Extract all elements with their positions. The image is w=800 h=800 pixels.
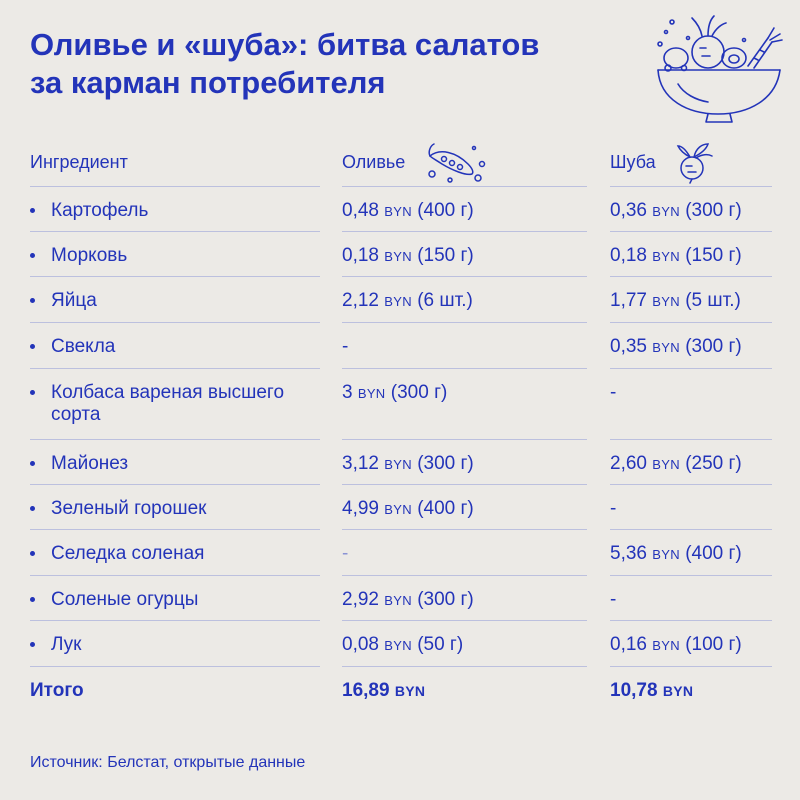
olivier-price-cell [342, 498, 474, 521]
currency-unit: BYN [652, 294, 680, 309]
olivier-price-cell [342, 543, 348, 565]
row-divider [30, 231, 320, 232]
row-divider [30, 276, 320, 277]
price-value: 0,48 [342, 200, 379, 221]
currency-unit: BYN [384, 249, 412, 264]
salad-bowl-icon [648, 14, 788, 126]
table-row [0, 529, 800, 575]
row-divider [30, 186, 320, 187]
ingredient-name: Лук [51, 634, 82, 655]
shuba-price-cell [610, 634, 742, 657]
bullet-icon [30, 597, 35, 602]
row-divider [610, 620, 772, 621]
bullet-icon [30, 390, 35, 395]
total-shuba-value: 10,78 [610, 680, 658, 701]
quantity: (150 г) [685, 245, 742, 266]
row-divider [342, 620, 587, 621]
table-row [0, 575, 800, 620]
shuba-price-cell [610, 498, 616, 520]
row-divider [342, 529, 587, 530]
currency-unit: BYN [384, 502, 412, 517]
olivier-price-cell [342, 453, 474, 476]
price-value: 3,12 [342, 453, 379, 474]
quantity: (100 г) [685, 634, 742, 655]
column-header-shuba: Шуба [610, 152, 656, 172]
row-divider [610, 186, 772, 187]
quantity: (400 г) [417, 498, 474, 519]
shuba-price-cell [610, 453, 742, 476]
ingredient-name: Яйца [51, 290, 97, 311]
ingredient-name: Селедка соленая [51, 543, 205, 564]
row-divider [610, 439, 772, 440]
row-divider [30, 575, 320, 576]
shuba-price-cell [610, 543, 742, 566]
currency-unit: BYN [357, 386, 386, 401]
row-divider [30, 368, 320, 369]
peas-pod-icon [426, 140, 488, 184]
shuba-price-cell [610, 290, 741, 313]
total-row [0, 670, 800, 714]
quantity: (5 шт.) [685, 290, 741, 311]
bullet-icon [30, 253, 35, 258]
currency-unit: BYN [384, 593, 412, 608]
price-value: 2,92 [342, 589, 379, 610]
table-row [0, 368, 800, 439]
quantity: (250 г) [685, 453, 742, 474]
bullet-icon [30, 461, 35, 466]
table-row [0, 186, 800, 231]
olivier-price-cell [342, 634, 463, 657]
shuba-price-cell [610, 200, 742, 223]
olivier-price-cell [342, 290, 473, 313]
quantity: (300 г) [390, 382, 448, 403]
quantity: (150 г) [417, 245, 474, 266]
row-divider [610, 575, 772, 576]
title-line-2: за карман потребителя [30, 65, 386, 100]
row-divider [342, 666, 587, 667]
currency-unit: BYN [652, 249, 680, 264]
row-divider [342, 575, 587, 576]
column-header-olivier: Оливье [342, 152, 406, 172]
row-divider [342, 186, 587, 187]
title-line-1: Оливье и «шуба»: битва салатов [30, 27, 540, 62]
currency-unit: BYN [384, 204, 412, 219]
beet-icon [672, 140, 716, 184]
currency-unit: BYN [394, 683, 426, 699]
row-divider [30, 484, 320, 485]
price-value: 0,36 [610, 200, 647, 221]
row-divider [342, 439, 587, 440]
quantity: (300 г) [685, 336, 742, 357]
ingredient-name: Картофель [51, 200, 149, 221]
column-header-ingredient: Ингредиент [30, 152, 128, 172]
source-note: Источник: Белстат, открытые данные [30, 754, 306, 771]
quantity: (6 шт.) [417, 290, 473, 311]
empty-dash: - [342, 543, 349, 564]
row-divider [342, 368, 587, 369]
ingredient-name: Морковь [51, 245, 128, 266]
price-value: 0,18 [610, 245, 647, 266]
row-divider [342, 484, 587, 485]
shuba-price-cell [610, 589, 616, 611]
table-row [0, 276, 800, 322]
row-divider [342, 231, 587, 232]
bullet-icon [30, 506, 35, 511]
quantity: (300 г) [685, 200, 742, 221]
empty-dash: - [610, 382, 617, 403]
bullet-icon [30, 551, 35, 556]
ingredient-name: Зеленый горошек [51, 498, 207, 519]
row-divider [610, 231, 772, 232]
bullet-icon [30, 208, 35, 213]
table-header [0, 140, 800, 186]
olivier-price-cell [342, 589, 474, 612]
page-title [30, 26, 630, 102]
currency-unit: BYN [662, 683, 694, 699]
row-divider [610, 484, 772, 485]
empty-dash: - [342, 336, 349, 357]
bullet-icon [30, 344, 35, 349]
olivier-price-cell [342, 200, 474, 223]
currency-unit: BYN [384, 638, 412, 653]
quantity: (50 г) [417, 634, 464, 655]
row-divider [610, 368, 772, 369]
table-row [0, 231, 800, 276]
empty-dash: - [610, 498, 617, 519]
row-divider [610, 529, 772, 530]
currency-unit: BYN [652, 204, 680, 219]
table-row [0, 439, 800, 484]
total-olivier [342, 680, 425, 702]
total-olivier-value: 16,89 [342, 680, 390, 701]
price-value: 4,99 [342, 498, 379, 519]
row-divider [30, 529, 320, 530]
price-value: 0,18 [342, 245, 379, 266]
ingredient-name: Майонез [51, 453, 129, 474]
shuba-price-cell [610, 245, 742, 268]
quantity: (400 г) [685, 543, 742, 564]
total-label: Итого [30, 680, 84, 701]
bullet-icon [30, 298, 35, 303]
table-row [0, 322, 800, 368]
table-row [0, 620, 800, 666]
price-value: 2,60 [610, 453, 647, 474]
table-row [0, 484, 800, 529]
olivier-price-cell [342, 245, 474, 268]
price-value: 0,16 [610, 634, 647, 655]
price-value: 0,08 [342, 634, 379, 655]
row-divider [610, 276, 772, 277]
quantity: (300 г) [417, 453, 474, 474]
ingredient-name: Соленые огурцы [51, 589, 199, 610]
price-value: 0,35 [610, 336, 647, 357]
row-divider [30, 620, 320, 621]
row-divider [342, 276, 587, 277]
currency-unit: BYN [652, 457, 680, 472]
price-value: 3 [342, 382, 353, 403]
row-divider [30, 439, 320, 440]
empty-dash: - [610, 589, 617, 610]
row-divider [30, 666, 320, 667]
olivier-price-cell [342, 336, 348, 358]
currency-unit: BYN [384, 294, 412, 309]
currency-unit: BYN [652, 547, 680, 562]
row-divider [342, 322, 587, 323]
price-value: 5,36 [610, 543, 647, 564]
quantity: (300 г) [417, 589, 474, 610]
currency-unit: BYN [652, 340, 680, 355]
olivier-price-cell [342, 382, 447, 405]
price-value: 1,77 [610, 290, 647, 311]
ingredient-name: Свекла [51, 336, 116, 357]
total-shuba [610, 680, 693, 702]
ingredient-name: Колбаса вареная высшего сорта [51, 382, 285, 425]
quantity: (400 г) [417, 200, 474, 221]
price-value: 2,12 [342, 290, 379, 311]
currency-unit: BYN [384, 457, 412, 472]
currency-unit: BYN [652, 638, 680, 653]
row-divider [30, 322, 320, 323]
row-divider [610, 322, 772, 323]
shuba-price-cell [610, 336, 742, 359]
row-divider [610, 666, 772, 667]
shuba-price-cell [610, 382, 616, 404]
bullet-icon [30, 642, 35, 647]
